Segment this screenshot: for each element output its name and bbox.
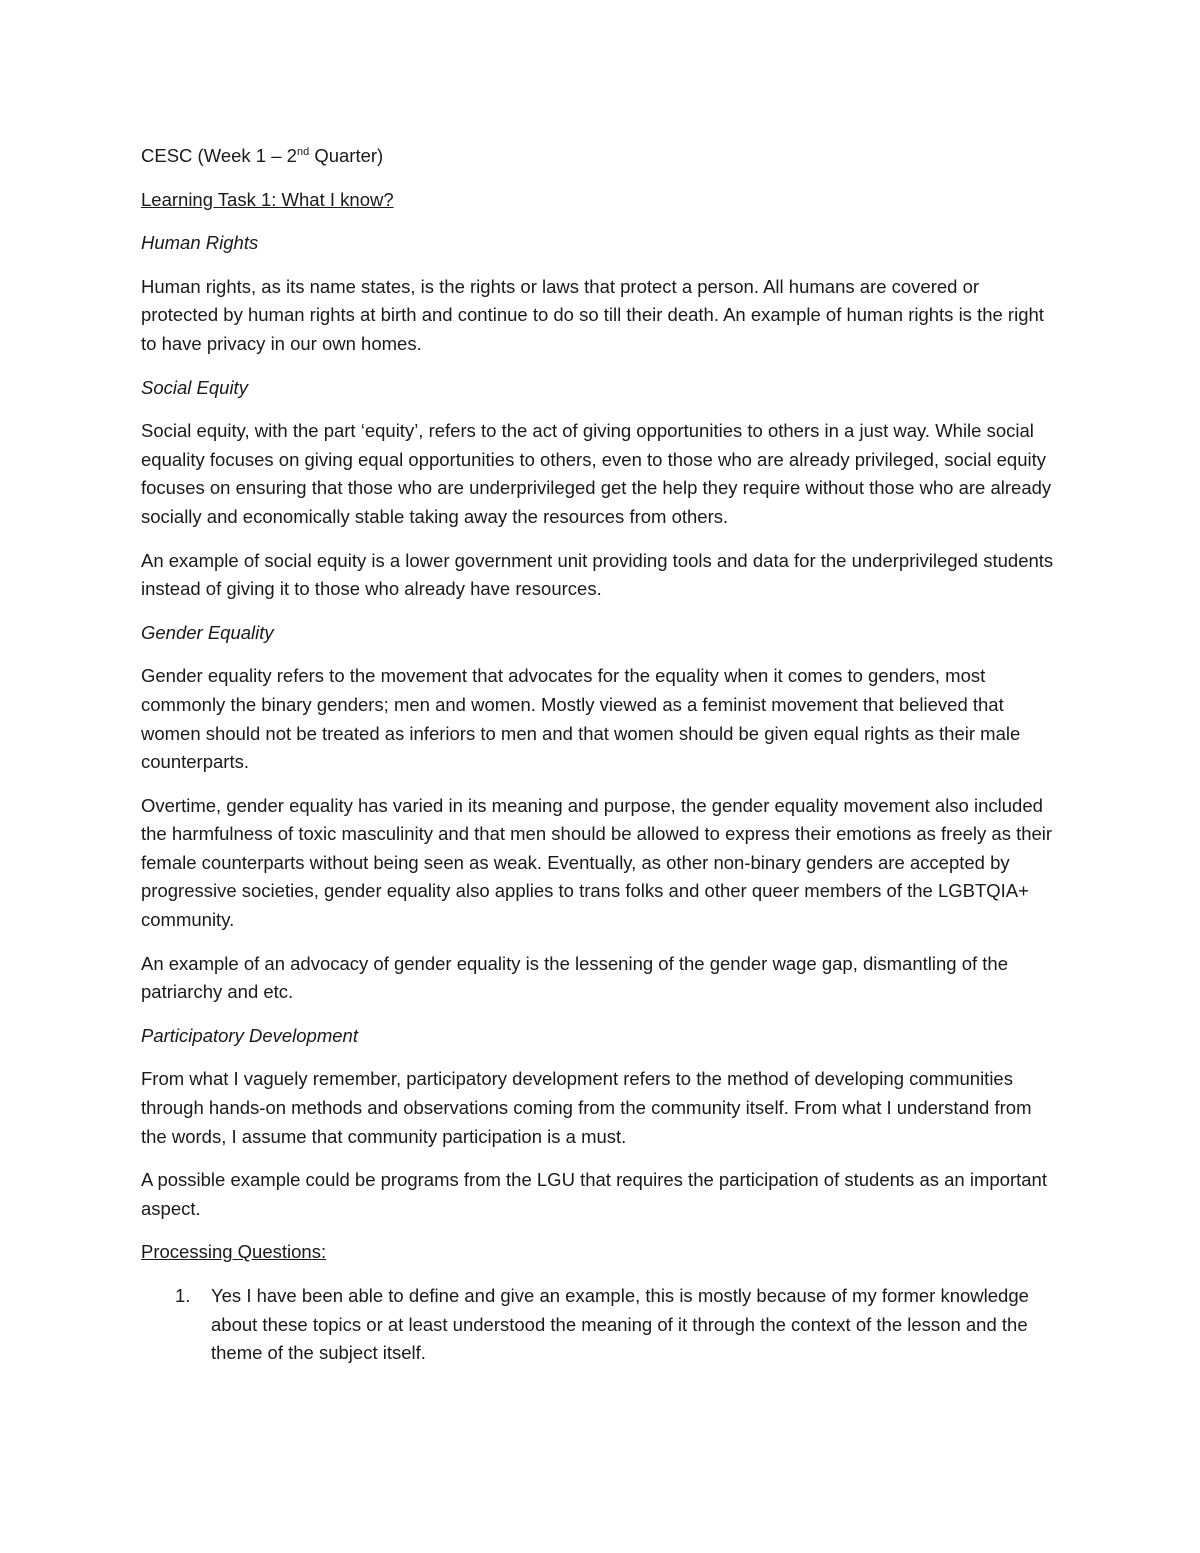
processing-questions-list bbox=[141, 1282, 1061, 1368]
document-title bbox=[141, 142, 1061, 171]
title-prefix: CESC (Week 1 – 2 bbox=[141, 145, 297, 166]
list-item-number: 1. bbox=[175, 1285, 191, 1306]
list-item bbox=[141, 1282, 1061, 1368]
section-heading-gender-equality: Gender Equality bbox=[141, 621, 274, 643]
paragraph-social-equity-definition: Social equity, with the part ‘equity’, refers to the act of giving opportunities to others in a just way. While social equality focuses on giving equal opportunities to others, even to those who are already privileged, social equity focuses on ensuring that those who are underprivileged get the help they require without those who are already socially and economically stable taking away the resources from others. bbox=[141, 420, 1052, 527]
document-body bbox=[141, 142, 1061, 1368]
paragraph-social-equity-example: An example of social equity is a lower government unit providing tools and data for the underprivileged students instead of giving it to those who already have resources. bbox=[141, 549, 1054, 600]
paragraph-participatory-development-definition: From what I vaguely remember, participatory development refers to the method of developing communities through hands-on methods and observations coming from the community itself. From what I understand from the words, I assume that community participation is a must. bbox=[141, 1068, 1032, 1147]
list-item-text: Yes I have been able to define and give an example, this is mostly because of my former knowledge about these topics or at least understood the meaning of it through the context of the lesson and the theme of the subject itself. bbox=[211, 1285, 1029, 1364]
paragraph-human-rights: Human rights, as its name states, is the rights or laws that protect a person. All humans are covered or protected by human rights at birth and continue to do so till their death. An example of human rights is the right to have privacy in our own homes. bbox=[141, 275, 1044, 354]
section-heading-participatory-development: Participatory Development bbox=[141, 1024, 358, 1046]
paragraph-gender-equality-definition: Gender equality refers to the movement that advocates for the equality when it comes to genders, most commonly the binary genders; men and women. Mostly viewed as a feminist movement that believed that women should not be treated as inferiors to men and that women should be given equal rights as their male counterparts. bbox=[141, 665, 1021, 773]
processing-questions-heading: Processing Questions: bbox=[141, 1241, 327, 1263]
paragraph-gender-equality-overtime: Overtime, gender equality has varied in its meaning and purpose, the gender equality movement also included the harmfulness of toxic masculinity and that men should be allowed to express their emotions as freely as their female counterparts without being seen as weak. Eventually, as other non-binary genders are accepted by progressive societies, gender equality also applies to trans folks and other queer members of the LGBTQIA+ community. bbox=[141, 794, 1053, 931]
section-heading-social-equity: Social Equity bbox=[141, 376, 248, 398]
task-heading: Learning Task 1: What I know? bbox=[141, 188, 394, 210]
paragraph-gender-equality-example: An example of an advocacy of gender equality is the lessening of the gender wage gap, dismantling of the patriarchy and etc. bbox=[141, 952, 1008, 1003]
section-heading-human-rights: Human Rights bbox=[141, 232, 259, 254]
title-suffix: Quarter) bbox=[309, 145, 384, 166]
title-superscript: nd bbox=[296, 145, 310, 158]
paragraph-participatory-development-example: A possible example could be programs from the LGU that requires the participation of students as an important aspect. bbox=[141, 1169, 1047, 1219]
